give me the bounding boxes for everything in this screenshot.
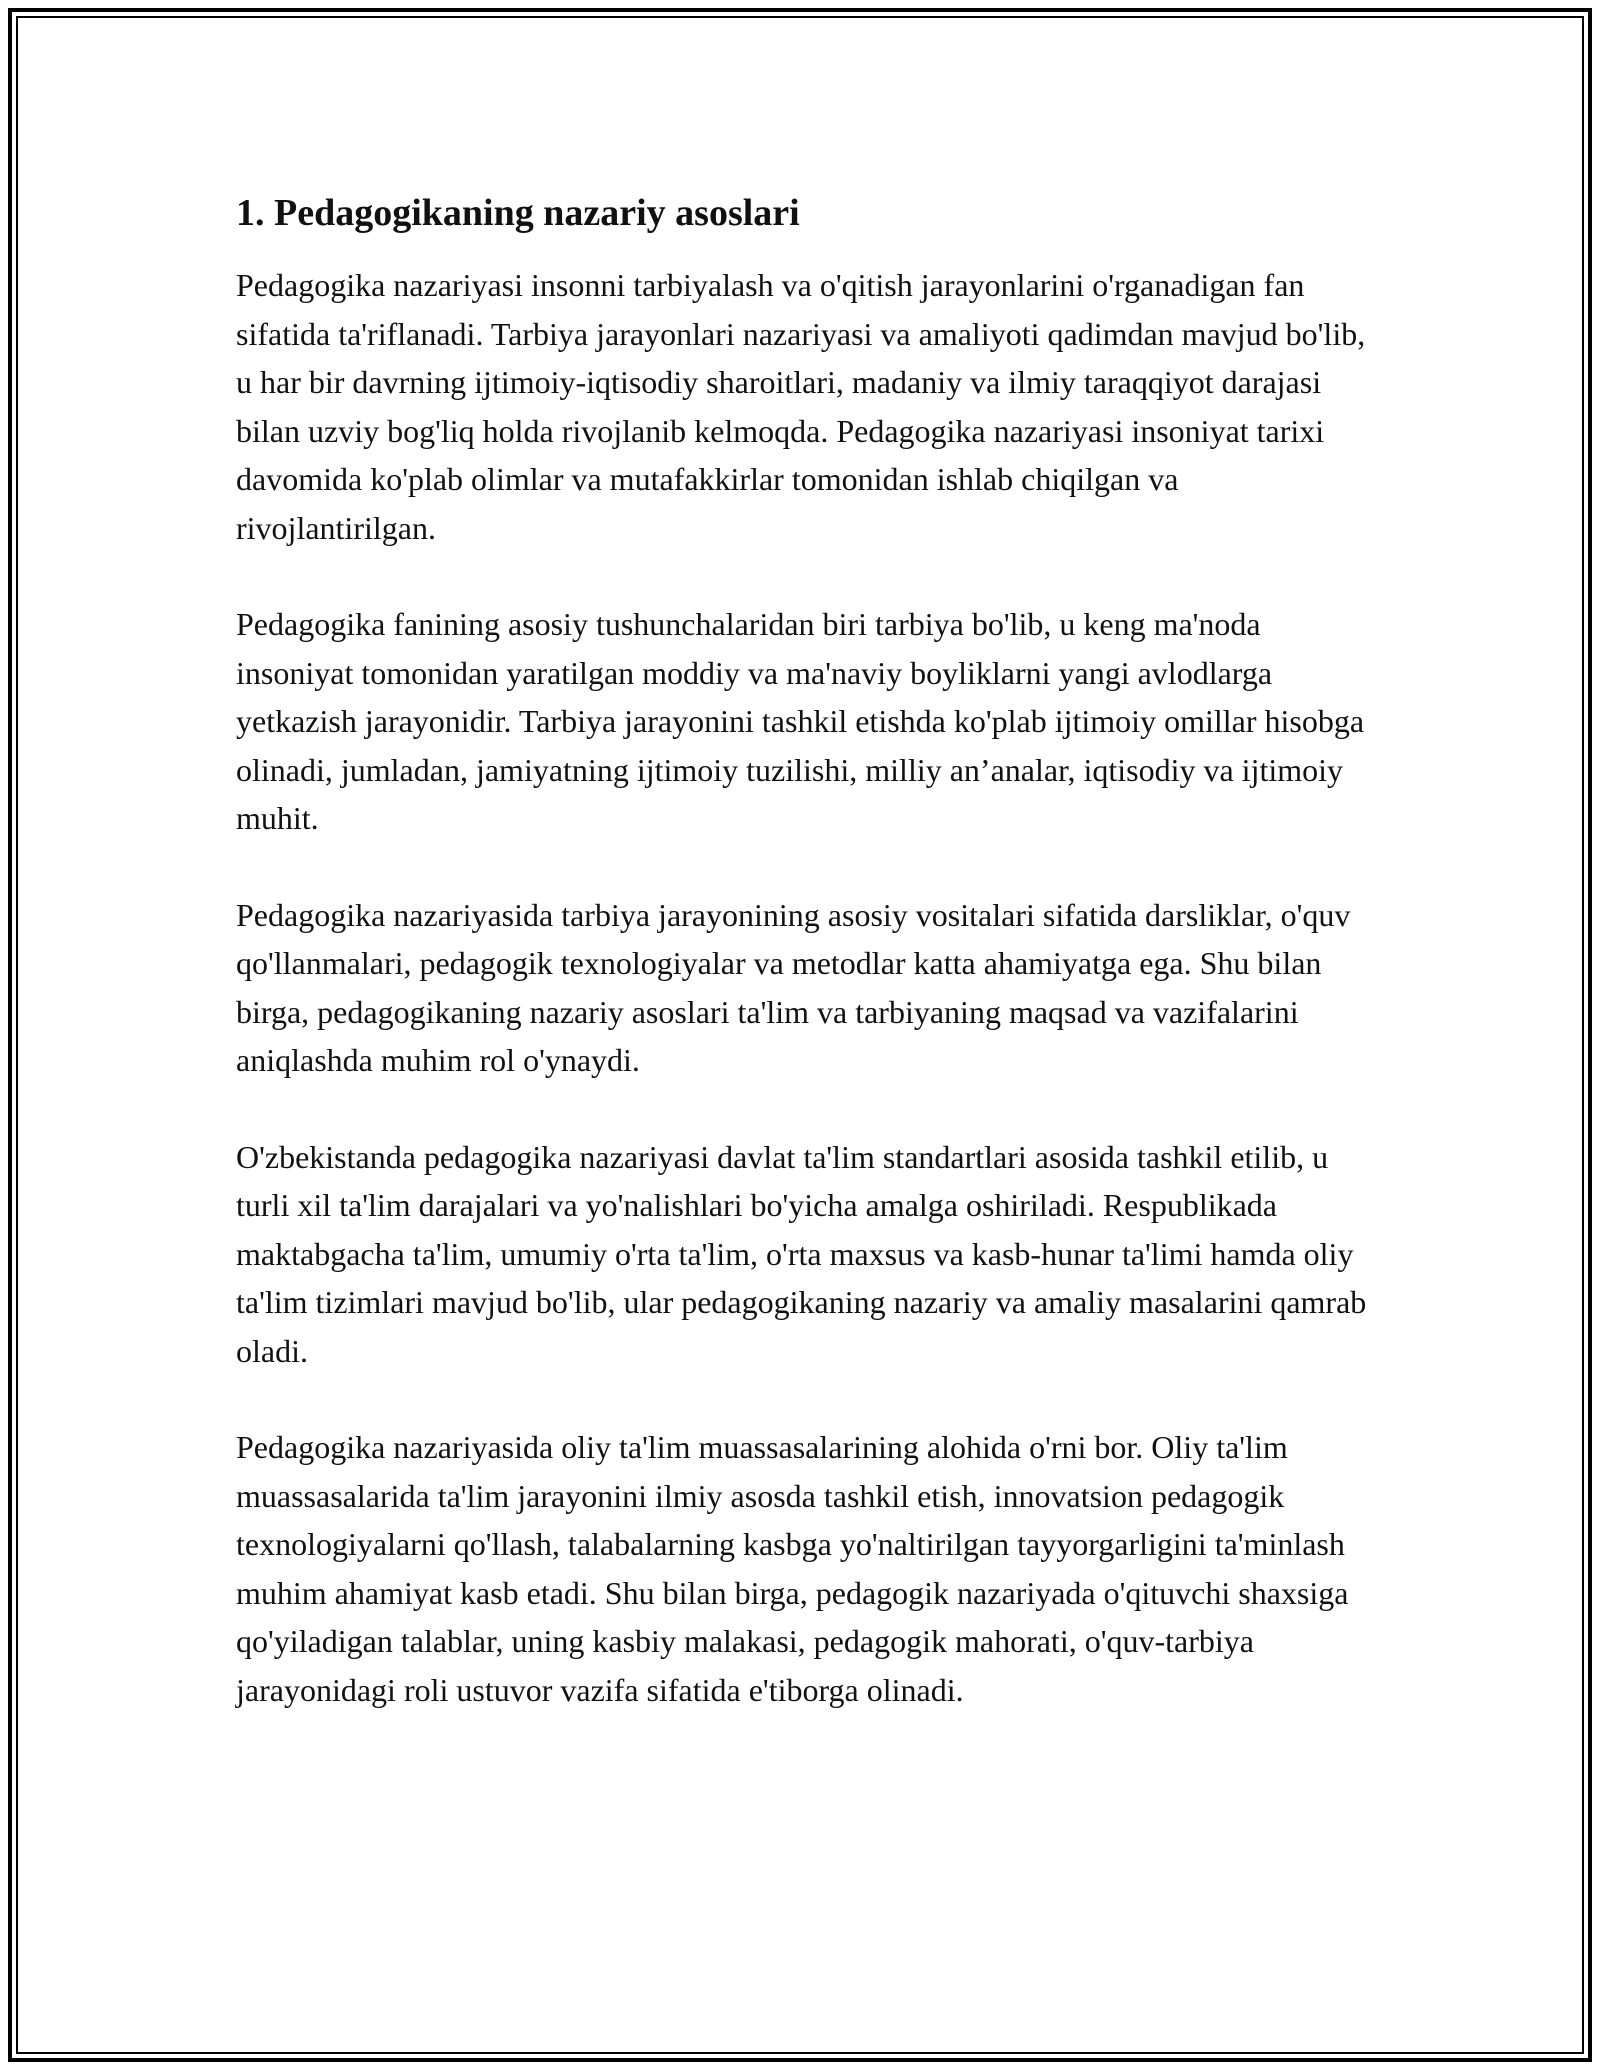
document-body <box>236 185 1376 1714</box>
section-heading: 1. Pedagogikaning nazariy asoslari <box>236 192 800 234</box>
paragraph-5: Pedagogika nazariyasida oliy ta'lim muassasalarining alohida o'rni bor. Oliy ta'lim muassasalarida ta'lim jarayonini ilmiy asosda tashkil etish, innovatsion pedagogik texnologiyalarni qo'llash, talabalarning kasbga yo'naltirilgan tayyorgarligini ta'minlash muhim ahamiyat kasb etadi. Shu bilan birga, pedagogik nazariyada o'qituvchi shaxsiga qo'yiladigan talablar, uning kasbiy malakasi, pedagogik mahorati, o'quv-tarbiya jarayonidagi roli ustuvor vazifa sifatida e'tiborga olinadi. <box>236 1429 1349 1708</box>
paragraph-1: Pedagogika nazariyasi insonni tarbiyalash va o'qitish jarayonlarini o'rganadigan fan sifatida ta'riflanadi. Tarbiya jarayonlari nazariyasi va amaliyoti qadimdan mavjud bo'lib, u har bir davrning ijtimoiy-iqtisodiy sharoitlari, madaniy va ilmiy taraqqiyot darajasi bilan uzviy bog'liq holda rivojlanib kelmoqda. Pedagogika nazariyasi insoniyat tarixi davomida ko'plab olimlar va mutafakkirlar tomonidan ishlab chiqilgan va rivojlantirilgan. <box>236 267 1366 546</box>
paragraph-4: O'zbekistanda pedagogika nazariyasi davlat ta'lim standartlari asosida tashkil etilib, u turli xil ta'lim darajalari va yo'nalishlari bo'yicha amalga oshiriladi. Respublikada maktabgacha ta'lim, umumiy o'rta ta'lim, o'rta maxsus va kasb-hunar ta'limi hamda oliy ta'lim tizimlari mavjud bo'lib, ular pedagogikaning nazariy va amaliy masalarini qamrab oladi. <box>236 1138 1367 1369</box>
paragraph-2: Pedagogika fanining asosiy tushunchalaridan biri tarbiya bo'lib, u keng ma'noda insoniyat tomonidan yaratilgan moddiy va ma'naviy boyliklarni yangi avlodlarga yetkazish jarayonidir. Tarbiya jarayonini tashkil etishda ko'plab ijtimoiy omillar hisobga olinadi, jumladan, jamiyatning ijtimoiy tuzilishi, milliy an’analar, iqtisodiy va ijtimoiy muhit. <box>236 606 1365 836</box>
paragraph-3: Pedagogika nazariyasida tarbiya jarayonining asosiy vositalari sifatida darsliklar, o'quv qo'llanmalari, pedagogik texnologiyalar va metodlar katta ahamiyatga ega. Shu bilan birga, pedagogikaning nazariy asoslari ta'lim va tarbiyaning maqsad va vazifalarini aniqlashda muhim rol o'ynaydi. <box>236 896 1351 1078</box>
